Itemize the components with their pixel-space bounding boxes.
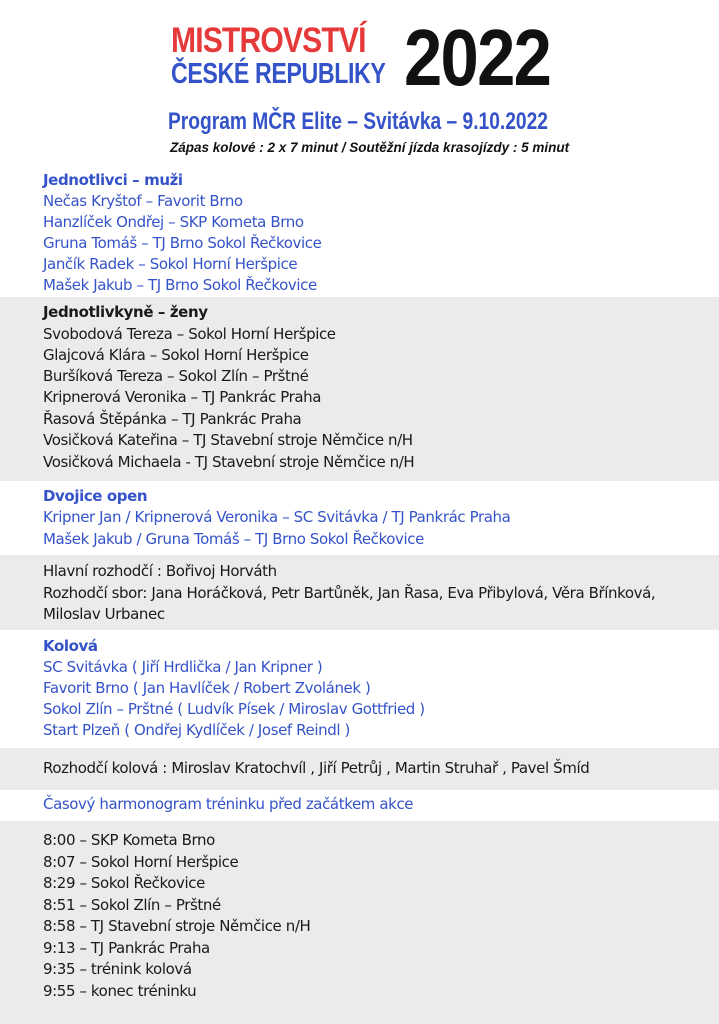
kolova-team: Sokol Zlín – Prštné ( Ludvík Písek / Miroslav Gottfried ) — [43, 700, 425, 718]
judges-panel-cont: Miloslav Urbanec — [43, 605, 165, 623]
schedule-item: 8:51 – Sokol Zlín – Prštné — [43, 896, 221, 914]
section-pairs — [0, 481, 719, 555]
schedule-item: 8:29 – Sokol Řečkovice — [43, 874, 205, 892]
women-item: Buršíková Tereza – Sokol Zlín – Prštné — [43, 367, 309, 385]
section-kolova-judges — [0, 748, 719, 790]
section-kolova — [0, 630, 719, 748]
kolova-team: Favorit Brno ( Jan Havlíček / Robert Zvolánek ) — [43, 679, 371, 697]
men-item: Jančík Radek – Sokol Horní Heršpice — [43, 255, 298, 273]
women-item: Kripnerová Veronika – TJ Pankrác Praha — [43, 388, 322, 406]
title-mistrovstvi: MISTROVSTVÍ — [171, 21, 366, 60]
section-judges — [0, 555, 719, 630]
women-item: Glajcová Klára – Sokol Horní Heršpice — [43, 346, 309, 364]
section-schedule-heading — [0, 790, 719, 821]
women-item: Vosičková Kateřina – TJ Stavební stroje Němčice n/H — [43, 431, 413, 449]
kolova-judges: Rozhodčí kolová : Miroslav Kratochvíl , Jiří Petrůj , Martin Struhař , Pavel Šmíd — [43, 759, 590, 777]
women-item: Řasová Štěpánka – TJ Pankrác Praha — [43, 410, 302, 428]
men-item: Hanzlíček Ondřej – SKP Kometa Brno — [43, 213, 304, 231]
men-item: Mašek Jakub – TJ Brno Sokol Řečkovice — [43, 276, 317, 294]
pairs-item: Mašek Jakub / Gruna Tomáš – TJ Brno Sokol Řečkovice — [43, 530, 424, 548]
kolova-heading: Kolová — [43, 637, 98, 655]
women-heading: Jednotlivkyně – ženy — [43, 303, 208, 321]
schedule-item: 9:13 – TJ Pankrác Praha — [43, 939, 210, 957]
women-item: Svobodová Tereza – Sokol Horní Heršpice — [43, 325, 336, 343]
women-item: Vosičková Michaela - TJ Stavební stroje Němčice n/H — [43, 453, 415, 471]
schedule-item: 8:00 – SKP Kometa Brno — [43, 831, 215, 849]
title-ceske-republiky: ČESKÉ REPUBLIKY — [171, 58, 386, 90]
program-title: Program MČR Elite – Svitávka – 9.10.2022 — [168, 108, 548, 135]
pairs-item: Kripner Jan / Kripnerová Veronika – SC Svitávka / TJ Pankrác Praha — [43, 508, 511, 526]
judges-panel: Rozhodčí sbor: Jana Horáčková, Petr Bartůněk, Jan Řasa, Eva Přibylová, Věra Břínková, — [43, 584, 656, 602]
pairs-heading: Dvojice open — [43, 487, 148, 505]
schedule-heading: Časový harmonogram tréninku před začátkem akce — [43, 795, 414, 813]
document-header — [0, 0, 719, 170]
section-men — [0, 170, 719, 297]
chief-judge: Hlavní rozhodčí : Bořivoj Horváth — [43, 562, 277, 580]
kolova-team: SC Svitávka ( Jiří Hrdlička / Jan Kripner ) — [43, 658, 323, 676]
men-item: Gruna Tomáš – TJ Brno Sokol Řečkovice — [43, 234, 322, 252]
men-heading: Jednotlivci – muži — [43, 171, 183, 189]
schedule-item: 8:07 – Sokol Horní Heršpice — [43, 853, 239, 871]
kolova-team: Start Plzeň ( Ondřej Kydlíček / Josef Reindl ) — [43, 721, 350, 739]
schedule-item: 9:35 – trénink kolová — [43, 960, 192, 978]
section-schedule — [0, 821, 719, 1024]
men-item: Nečas Kryštof – Favorit Brno — [43, 192, 243, 210]
schedule-item: 8:58 – TJ Stavební stroje Němčice n/H — [43, 917, 311, 935]
section-women — [0, 297, 719, 481]
title-year: 2022 — [404, 13, 551, 102]
schedule-item: 9:55 – konec tréninku — [43, 982, 197, 1000]
match-format-note: Zápas kolové : 2 x 7 minut / Soutěžní jízda krasojízdy : 5 minut — [170, 140, 570, 155]
